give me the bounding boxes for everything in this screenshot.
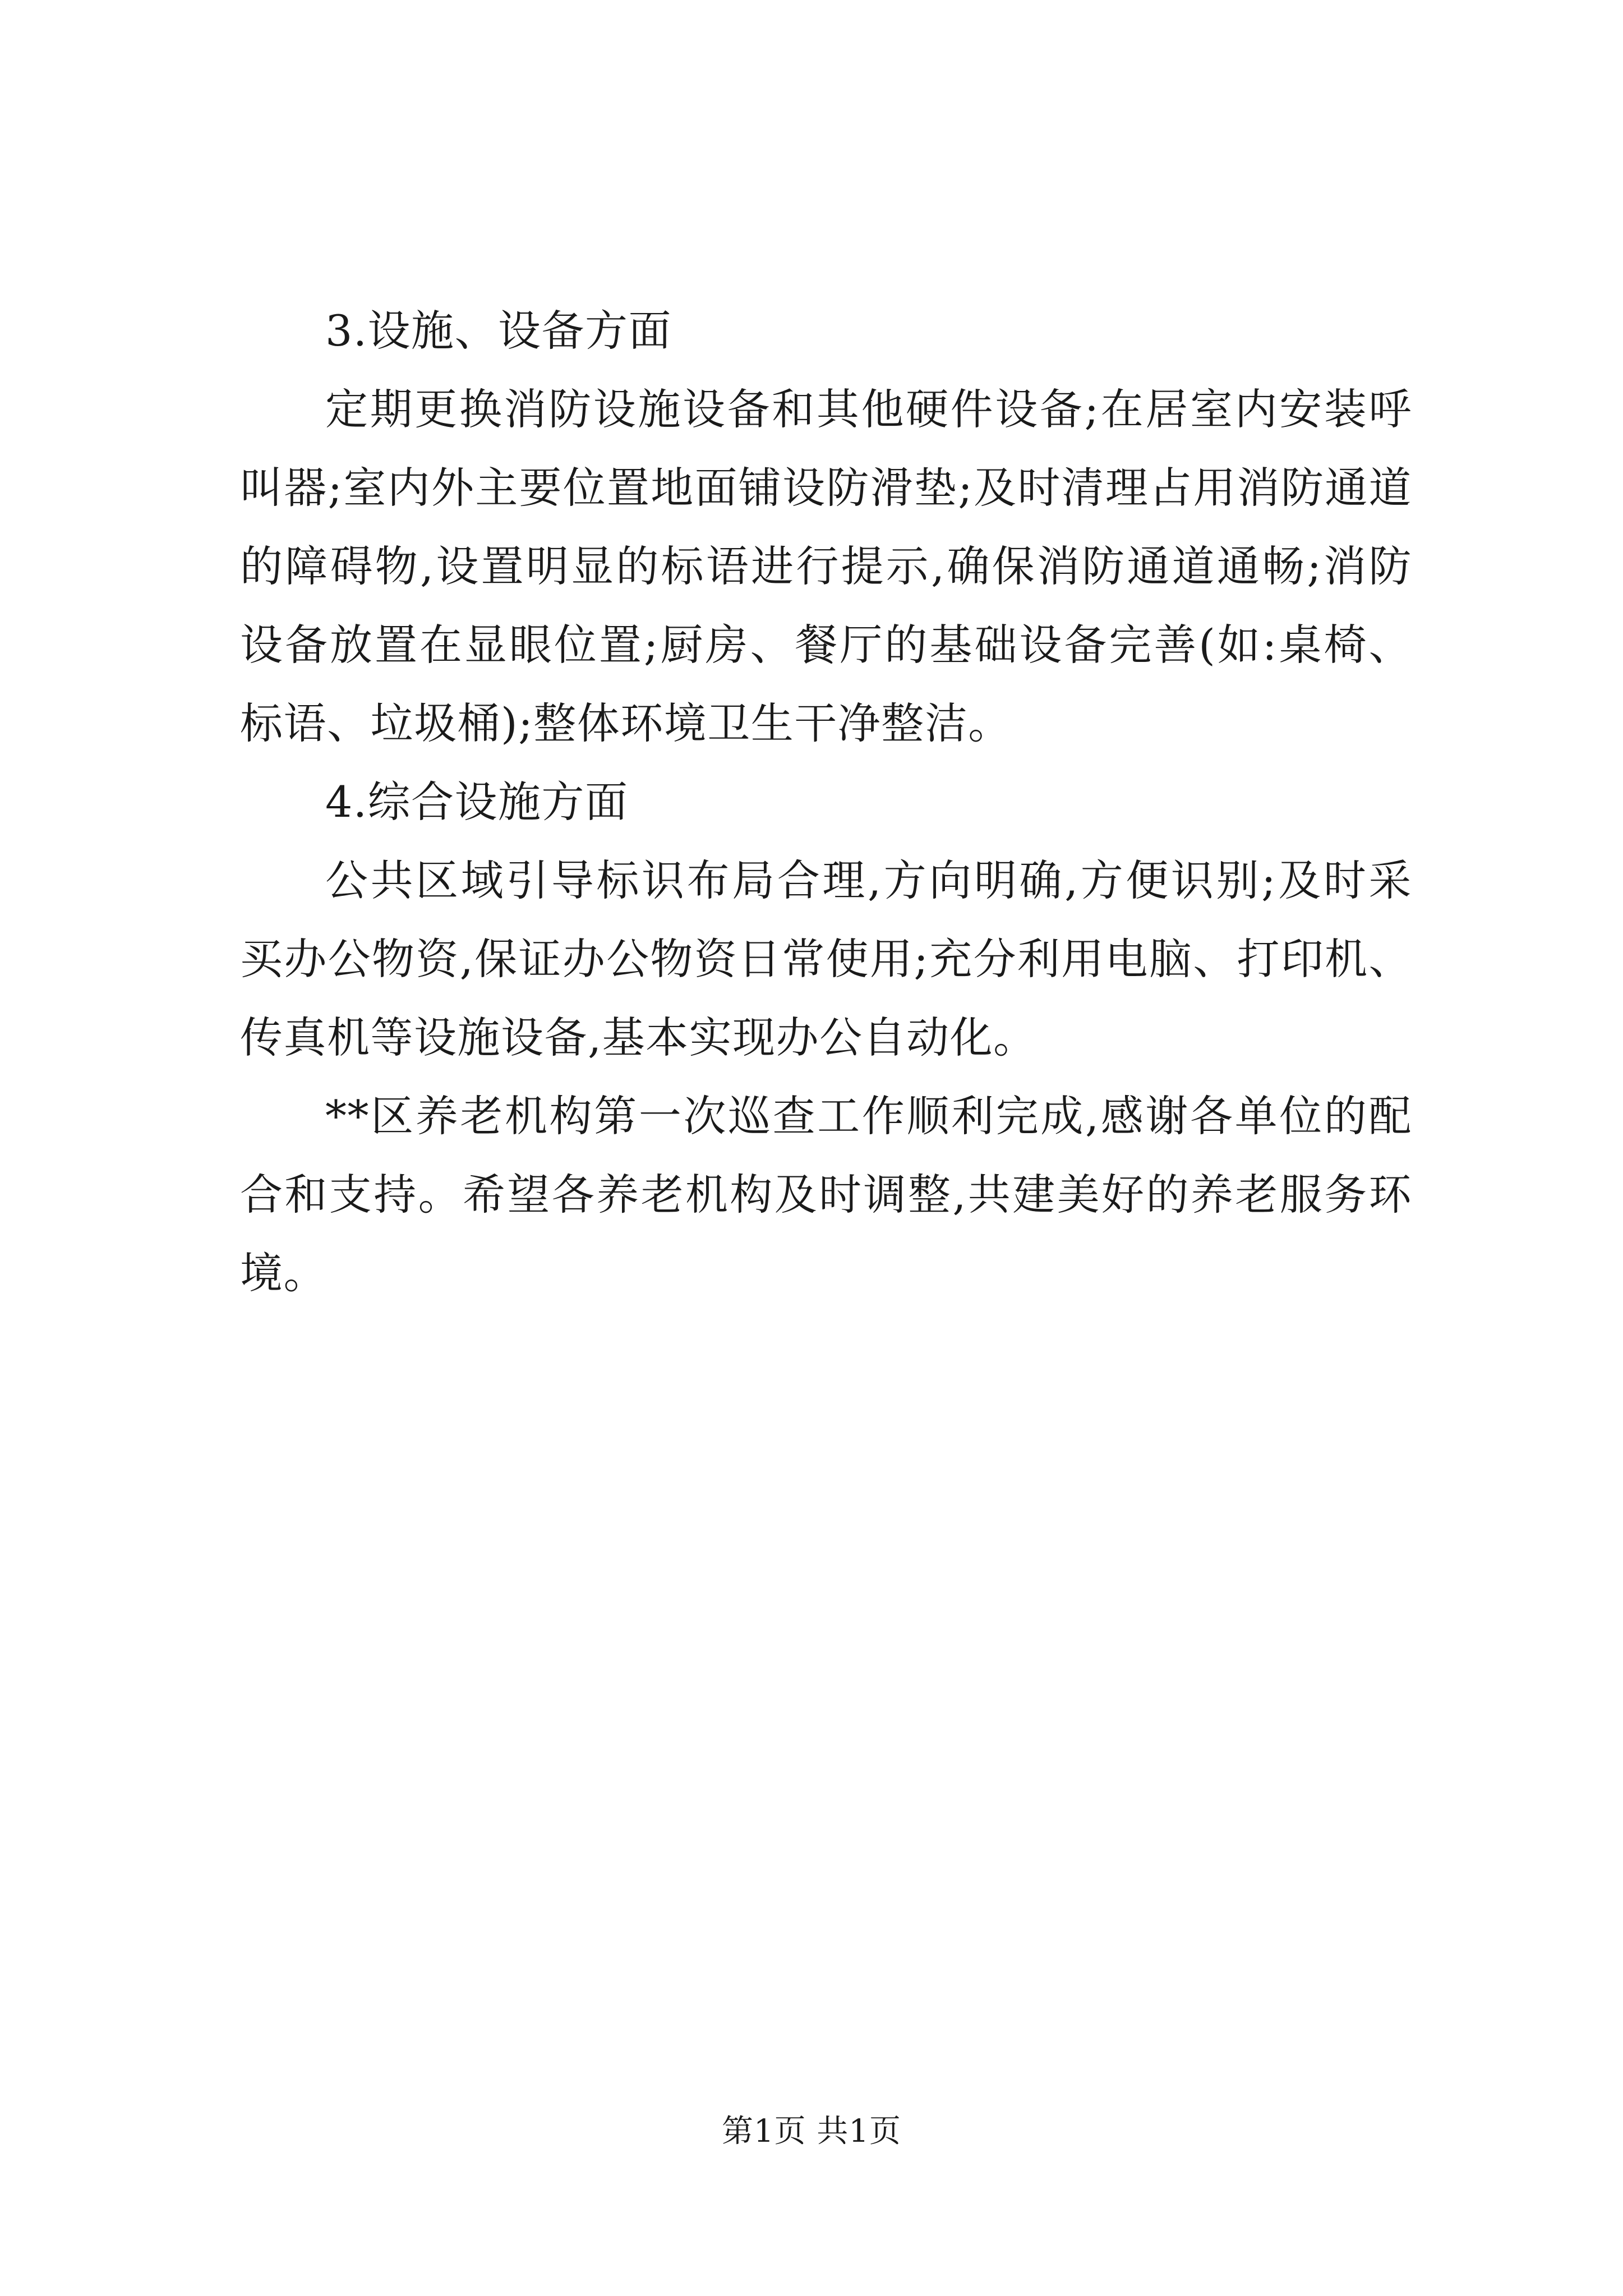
section-heading-comprehensive: 4.综合设施方面 <box>325 777 629 827</box>
page-number-footer: 第1页 共1页 <box>721 2113 902 2150</box>
section-heading-facilities: 3.设施、设备方面 <box>325 306 672 356</box>
document-body <box>240 292 1412 1313</box>
section-body-comprehensive: 公共区域引导标识布局合理,方向明确,方便识别;及时采买办公物资,保证办公物资日常使用;充分利用电脑、打印机、传真机等设施设备,基本实现办公自动化。 <box>240 855 1412 1062</box>
closing-paragraph: **区养老机构第一次巡查工作顺利完成,感谢各单位的配合和支持。希望各养老机构及时调整,共建美好的养老服务环境。 <box>240 1091 1412 1298</box>
section-body-facilities: 定期更换消防设施设备和其他硬件设备;在居室内安装呼叫器;室内外主要位置地面铺设防滑垫;及时清理占用消防通道的障碍物,设置明显的标语进行提示,确保消防通道通畅;消防设备放置在显眼位置;厨房、餐厅的基础设备完善(如:桌椅、标语、垃圾桶);整体环境卫生干净整洁。 <box>240 384 1412 748</box>
